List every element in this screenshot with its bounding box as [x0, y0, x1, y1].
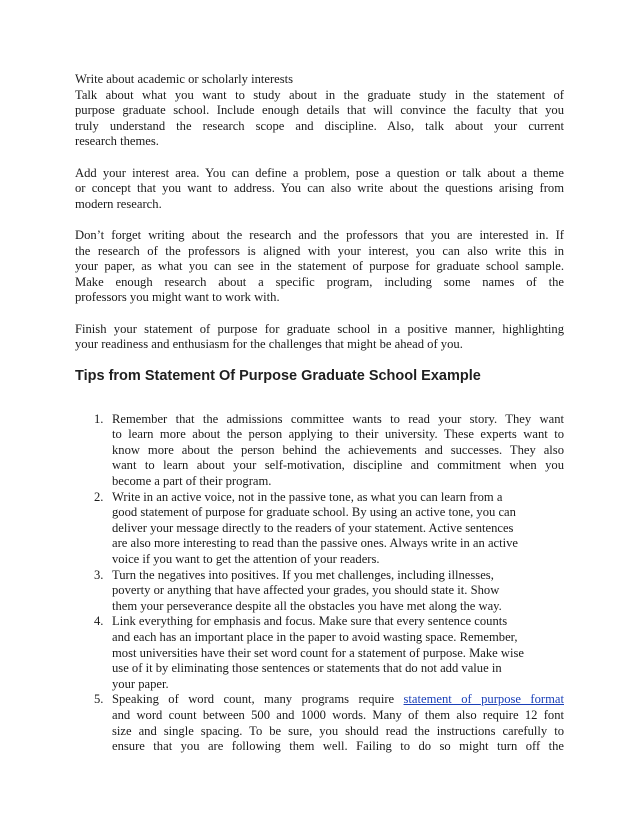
list-item-line: ensure that you are following them well. Failing to do so might turn off the — [112, 739, 564, 754]
list-item-line: and each has an important place in the paper to avoid wasting space. Remember, — [112, 630, 518, 644]
document-page — [75, 72, 564, 755]
list-item-number: 1. — [94, 411, 104, 426]
paragraph-line: professors you might want to work with. — [75, 290, 280, 305]
list-item-number: 4. — [94, 614, 104, 629]
list-item-number: 2. — [94, 489, 104, 504]
paragraph-finish-positive — [75, 322, 564, 353]
list-item-line: poverty or anything that have affected your grades, you should state it. Show — [112, 583, 500, 598]
list-item-line: them your perseverance despite all the obstacles you have met along the way. — [112, 598, 502, 613]
paragraph-line: your paper, as what you can see in the statement of purpose for graduate school sample. — [75, 259, 564, 274]
list-item-line: become a part of their program. — [112, 474, 272, 489]
paragraph-line: your readiness and enthusiasm for the challenges that might be ahead of you. — [75, 337, 463, 352]
paragraph-interest-area — [75, 166, 564, 213]
paragraph-line: Talk about what you want to study about in the graduate study in the statement of — [75, 87, 564, 102]
paragraph-line: the research of the professors is aligned with your interest, you can also write this in — [75, 243, 564, 258]
paragraph-line: Finish your statement of purpose for graduate school in a positive manner, highlighting — [75, 321, 564, 336]
tips-list — [75, 412, 564, 755]
section-heading: Tips from Statement Of Purpose Graduate School Example — [75, 367, 481, 384]
list-item-line: Turn the negatives into positives. If you met challenges, including illnesses, — [112, 567, 494, 582]
list-item — [75, 568, 564, 615]
list-item-line: deliver your message directly to the readers of your statement. Active sentences — [112, 520, 514, 535]
list-item — [75, 412, 564, 490]
list-item-line: Link everything for emphasis and focus. Make sure that every sentence counts — [112, 614, 508, 629]
list-item-line: use of it by eliminating those sentences or statements that do not add value in — [112, 661, 502, 676]
list-item-line: and word count between 500 and 1000 words. Many of them also require 12 font — [112, 707, 564, 722]
list-item-line: to learn more about the person applying to their university. These experts want to — [112, 427, 564, 442]
paragraph-academic-interests — [75, 72, 564, 150]
paragraph-line: research themes. — [75, 134, 159, 149]
statement-of-purpose-format-link[interactable]: statement of purpose format — [403, 692, 564, 707]
paragraph-line: truly understand the research scope and discipline. Also, talk about your current — [75, 118, 564, 133]
paragraph-heading-line: Write about academic or scholarly interests — [75, 72, 294, 86]
list-item-line: Write in an active voice, not in the passive tone, as what you can learn from a — [112, 489, 503, 504]
list-item-number: 5. — [94, 692, 104, 707]
list-item-line: Remember that the admissions committee wants to read your story. They want — [112, 411, 564, 426]
list-item — [75, 692, 564, 754]
paragraph-line: or concept that you want to address. You can also write about the questions arising from — [75, 181, 564, 196]
list-item — [75, 490, 564, 568]
paragraph-line: Add your interest area. You can define a problem, pose a question or talk about a theme — [75, 165, 564, 180]
paragraph-line: purpose graduate school. Include enough details that will convince the faculty that you — [75, 103, 564, 118]
list-item-line: want to learn about your self-motivation, discipline and commitment when you — [112, 458, 564, 473]
list-item-line — [112, 692, 564, 708]
paragraph-research-professors — [75, 228, 564, 306]
list-item-text: Speaking of word count, many programs require — [112, 692, 404, 707]
list-item-line: your paper. — [112, 676, 169, 691]
list-item-line: are also more interesting to read than the passive ones. Always write in an active — [112, 536, 519, 551]
list-item-number: 3. — [94, 567, 104, 582]
list-item-line: good statement of purpose for graduate school. By using an active tone, you can — [112, 505, 516, 520]
list-item — [75, 614, 564, 692]
paragraph-line: Don’t forget writing about the research and the professors that you are interested in. If — [75, 227, 564, 242]
list-item-line: know more about the person behind the achievements and successes. They also — [112, 442, 564, 457]
paragraph-line: modern research. — [75, 196, 162, 211]
list-item-line: voice if you want to get the attention of your readers. — [112, 552, 380, 567]
list-item-line: most universities have their set word count for a statement of purpose. Make wise — [112, 645, 524, 660]
paragraph-line: Make enough research about a specific program, including some names of the — [75, 274, 564, 289]
list-item-line: size and single spacing. To be sure, you should read the instructions carefully to — [112, 723, 564, 738]
